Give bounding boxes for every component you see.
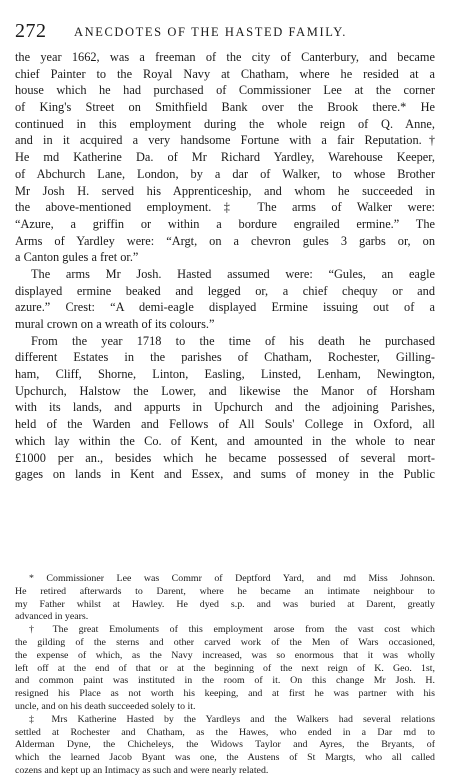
text-line: “Azure, a griffin or within a bordure engrailed ermine.” The (15, 216, 435, 231)
running-head (15, 20, 434, 44)
text-line: azure.” Crest: “A demi-eagle displayed Ermine issuing out of a (15, 300, 435, 315)
text-line: Arms of Yardley were: “Argt, on a chevron gules 3 garbs or, on (15, 233, 435, 248)
footnote-line: left off at the end of that or at the beginning of the next reign of K. Geo. 1st, (15, 662, 435, 674)
footnote-line: my Father whilst at Hawley. He dyed s.p. and was buried at Darent, greatly (15, 598, 435, 610)
text-line: gages on lands in Kent and Essex, and sums of money in the Public (15, 467, 435, 482)
text-line: a Canton gules a fret or.” (15, 250, 139, 265)
footnote-line: * Commissioner Lee was Commr of Deptford Yard, and md Miss Johnson. (29, 573, 435, 584)
text-line: and in it acquired a very handsome Fortune with a fair Reputation.† (15, 133, 435, 148)
footnote-line: † The great Emoluments of this employment arose from the vast cost which (29, 624, 435, 636)
text-line: £1000 per an., besides which he became possessed of several mort- (15, 450, 435, 465)
text-line: which lay within the Co. of Kent, and amounted in the whole to near (15, 433, 435, 448)
text-line: house which he had purchased of Commissioner Lee at the corner (15, 83, 435, 98)
footnotes (15, 573, 435, 778)
footnote-line: cozens and kept up an Intimacy as such and were nearly related. (15, 764, 269, 776)
text-line: He md Katherine Da. of Mr Richard Yardley, Warehouse Keeper, (15, 150, 435, 165)
footnote-line: uncle, and on his death succeeded solely to it. (15, 700, 196, 712)
footnote-line: Alderman Dyne, the Chicheleys, the Widows Taylor and Ayres, the Bryants, of (15, 739, 435, 751)
text-line: held of the Warden and Fellows of All Souls' College in Oxford, all (15, 417, 435, 432)
text-line: different Estates in the parishes of Chatham, Rochester, Gilling- (15, 350, 435, 365)
footnote-line: the gilding of the sterns and other carved work of the Men of Wars occasioned, (15, 636, 435, 648)
footnote-line: settled at Rochester and Chatham, as the Hawes, who ended in a Dar md to (15, 726, 435, 738)
footnote-line: advanced in years. (15, 611, 89, 623)
text-line: continued in this employment during the whole reign of Q. Anne, (15, 116, 435, 131)
text-line: Mr Josh H. served his Apprenticeship, and whom he succeeded in (15, 183, 435, 198)
text-line: of Abchurch Lane, London, by a dar of Walker, to whose Brother (15, 166, 435, 181)
text-line: with its lands, and appurts in Upchurch and the adjoining Parishes, (15, 400, 435, 415)
text-line: displayed ermine beaked and legged or, a chief chequy or and (15, 283, 435, 298)
main-text (15, 49, 435, 483)
footnote-line: ‡ Mrs Katherine Hasted by the Yardleys and the Walkers had several relations (29, 713, 435, 725)
running-head-title: ANECDOTES OF THE HASTED FAMILY. (74, 25, 348, 39)
text-line: mural crown on a wreath of its colours.” (15, 317, 215, 331)
text-line: of King's Street on Smithfield Bank over the Brook there.* He (15, 100, 435, 115)
text-line: Upchurch, Halstow the Lower, and likewise the Manor of Horsham (15, 383, 435, 398)
page-number: 272 (15, 20, 47, 42)
text-line: ham, Cliff, Shorne, Linton, Easling, Linsted, Lenham, Newington, (15, 367, 435, 382)
text-line: The arms Mr Josh. Hasted assumed were: “Gules, an eagle (31, 266, 435, 281)
footnote-line: resigned his Place as not worth his keeping, and at first he was partner with his (15, 688, 435, 700)
footnote-line: and common paint was instituted in the room of it. On this change Mr Josh. H. (15, 675, 435, 687)
footnote-line: which the learned Jacob Byant was one, the Austens of St Margts, who all called (15, 752, 435, 764)
footnote-line: the expense of which, as the Navy increased, was so enormous that it was wholly (15, 649, 435, 661)
footnote-line: He retired afterwards to Darent, where he became an intimate neighbour to (15, 585, 435, 597)
text-line: the above-mentioned employment.‡ The arms of Walker were: (15, 200, 435, 215)
text-line: chief Painter to the Royal Navy at Chatham, where he resided at a (15, 66, 435, 81)
text-line: the year 1662, was a freeman of the city of Canterbury, and became (15, 50, 435, 64)
text-line: From the year 1718 to the time of his death he purchased (31, 333, 435, 348)
